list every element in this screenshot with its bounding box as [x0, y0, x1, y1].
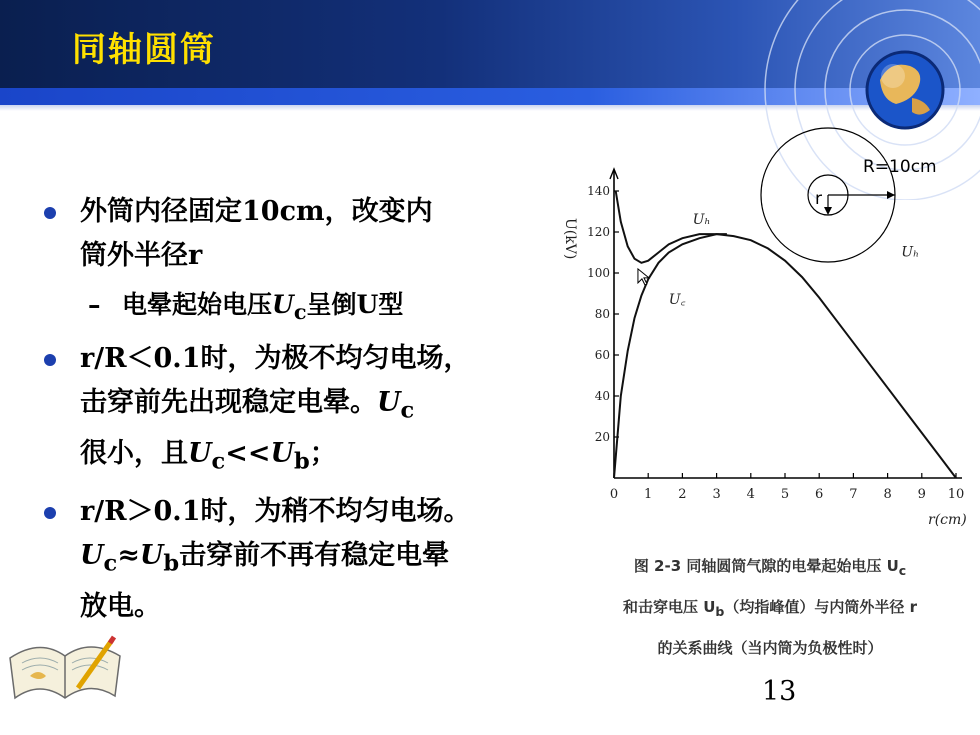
y-tick-label: 120	[587, 225, 610, 239]
caption-text: 和击穿电压 U	[623, 598, 716, 616]
approx: ≈	[117, 539, 140, 571]
x-tick-label: 2	[678, 487, 687, 502]
dash-icon: –	[88, 290, 101, 319]
y-axis-title: U(kV)	[562, 218, 578, 260]
var-u: U	[270, 438, 295, 470]
bullet-item	[42, 190, 542, 278]
series-line-u_b	[616, 191, 956, 478]
bullet-text: 电晕起始电压	[122, 290, 273, 319]
bullet-list	[42, 190, 542, 635]
var-u: U	[377, 387, 401, 418]
curve-label: Uₕ	[901, 244, 920, 261]
sub-bullet-item	[42, 284, 542, 333]
curve-label: U꜀	[668, 291, 686, 308]
figure-caption	[560, 548, 980, 666]
caption-text: 图 2-3 同轴圆筒气隙的电晕起始电压 U	[633, 557, 899, 575]
y-tick-label: 100	[587, 266, 610, 280]
bullet-text: 外筒内径固定10cm，改变内	[80, 196, 433, 227]
x-tick-label: 1	[644, 487, 653, 502]
sub-c: c	[211, 448, 226, 475]
bullet-text: 放电。	[80, 591, 161, 623]
x-tick-label: 8	[883, 487, 892, 502]
bullet-text: 呈倒U型	[306, 290, 404, 319]
series-line-u_c	[614, 234, 727, 478]
inner-radius-label: r	[815, 189, 822, 209]
bullet-dot-icon	[44, 507, 56, 519]
sub-c: c	[103, 550, 118, 577]
bullet-dot-icon	[44, 207, 56, 219]
sub-b: b	[294, 448, 310, 475]
outer-radius-label: R=10cm	[863, 157, 937, 177]
caption-line: 的关系曲线（当内筒为负极性时）	[657, 639, 883, 657]
semicolon: ；	[309, 438, 337, 470]
bullet-text: 很小，且	[80, 438, 188, 470]
bullet-text	[80, 381, 542, 432]
bullet-item	[42, 337, 542, 484]
caption-sub: b	[715, 604, 725, 619]
sub-c: c	[400, 397, 415, 424]
less-less: <<	[225, 438, 271, 470]
bullet-text: 击穿前不再有稳定电晕	[179, 539, 450, 571]
y-tick-label: 40	[594, 389, 610, 403]
open-book-icon	[0, 618, 130, 708]
var-u: U	[272, 290, 294, 319]
y-tick-label: 80	[594, 307, 610, 321]
bullet-text	[80, 534, 542, 585]
bullet-text	[80, 432, 542, 483]
curve-label: Uₕ	[692, 211, 711, 228]
x-tick-label: 10	[947, 487, 965, 502]
var-u: U	[139, 539, 164, 571]
bullet-text: 筒外半径r	[80, 240, 203, 271]
y-tick-label: 20	[594, 430, 610, 444]
x-tick-label: 6	[815, 487, 824, 502]
caption-line	[560, 589, 980, 630]
bullet-dot-icon	[44, 354, 56, 366]
x-tick-label: 3	[712, 487, 721, 502]
page-number: 13	[762, 676, 797, 707]
x-tick-label: 7	[849, 487, 858, 502]
bullet-item	[42, 490, 542, 629]
x-tick-label: 9	[917, 487, 926, 502]
bullet-text: r/R＞0.1时，为稍不均匀电场。	[80, 495, 471, 527]
var-u: U	[80, 539, 104, 571]
y-tick-label: 140	[587, 184, 610, 198]
caption-text: （均指峰值）与内筒外半径 r	[724, 598, 917, 616]
sub-b: b	[163, 550, 180, 577]
page-title: 同轴圆筒	[72, 30, 216, 70]
sub-c: c	[293, 299, 307, 324]
bullet-text: r/R＜0.1时，为极不均匀电场，	[80, 343, 471, 374]
caption-line	[560, 548, 980, 589]
x-axis-title: r(cm)	[928, 512, 967, 528]
x-tick-label: 4	[746, 487, 755, 502]
caption-sub: c	[898, 563, 907, 578]
var-u: U	[188, 438, 212, 470]
x-tick-label: 0	[609, 487, 619, 502]
bullet-text: 击穿前先出现稳定电晕。	[80, 387, 377, 418]
x-tick-label: 5	[780, 487, 790, 502]
y-tick-label: 60	[594, 348, 610, 362]
